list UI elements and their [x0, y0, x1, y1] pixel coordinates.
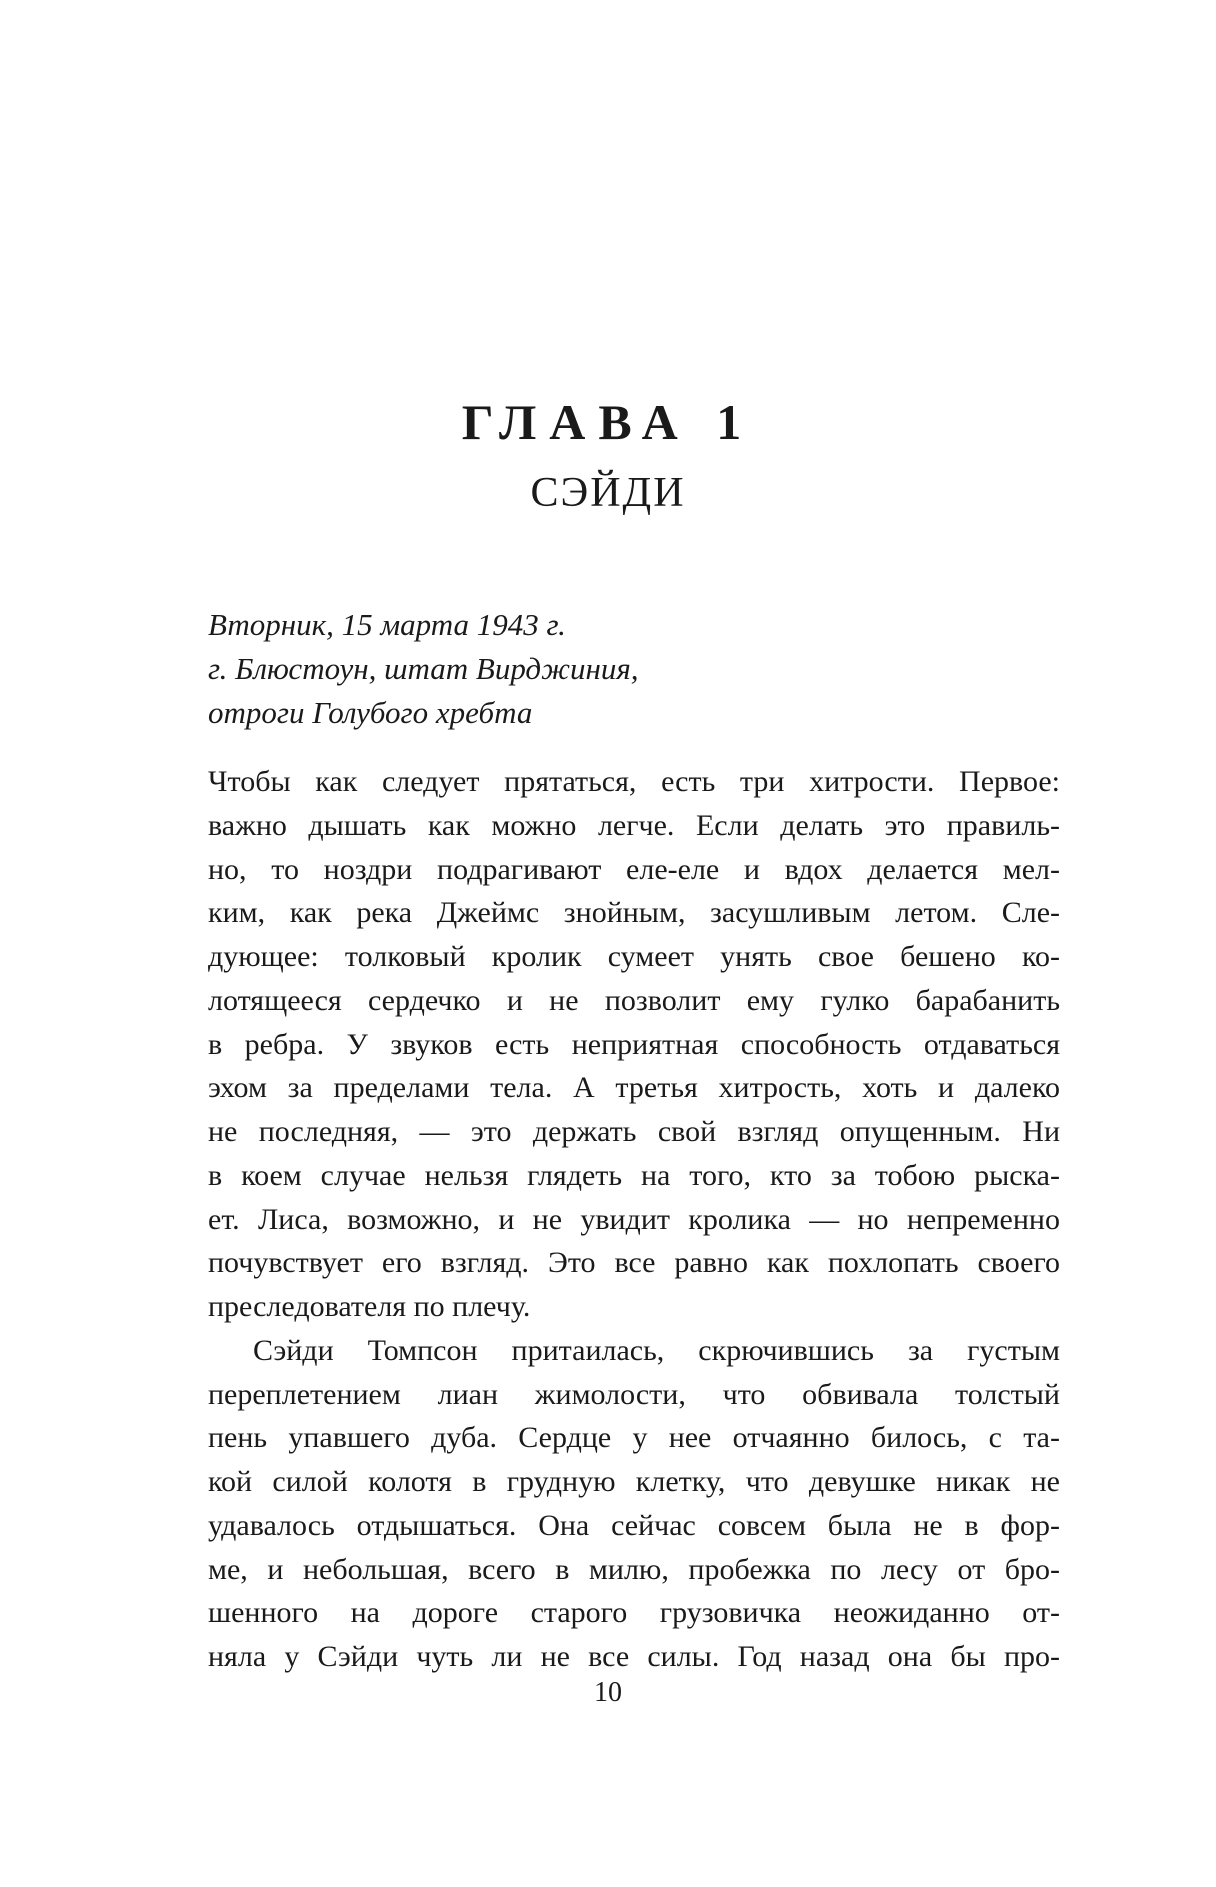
- body-text: [208, 760, 1060, 1679]
- text-line: в ребра. У звуков есть неприятная способность отдаваться: [208, 1027, 1060, 1061]
- text-line: важно дышать как можно легче. Если делать это правиль-: [208, 808, 1060, 842]
- chapter-heading: ГЛАВА 1: [461, 394, 755, 450]
- text-line: ме, и небольшая, всего в милю, пробежка по лесу от бро-: [208, 1552, 1060, 1586]
- text-line: ким, как река Джеймс знойным, засушливым летом. Сле-: [208, 896, 1060, 930]
- chapter-name: СЭЙДИ: [530, 470, 686, 516]
- text-line: Сэйди Томпсон притаилась, скрючившись за густым: [253, 1333, 1060, 1367]
- text-line: лотящееся сердечко и не позволит ему гулко барабанить: [208, 983, 1060, 1017]
- text-line: шенного на дороге старого грузовичка неожиданно от-: [208, 1596, 1060, 1630]
- epigraph-line: отроги Голубого хребта: [208, 695, 533, 730]
- text-line: Чтобы как следует прятаться, есть три хитрости. Первое:: [208, 765, 1060, 798]
- text-line: кой силой колотя в грудную клетку, что девушке никак не: [208, 1465, 1060, 1498]
- text-line: эхом за пределами тела. А третья хитрость, хоть и далеко: [208, 1071, 1060, 1105]
- epigraph: [208, 603, 639, 735]
- text-line: в коем случае нельзя глядеть на того, кто за тобою рыска-: [208, 1158, 1060, 1192]
- text-line: пень упавшего дуба. Сердце у нее отчаянно билось, с та-: [208, 1421, 1060, 1455]
- text-line: переплетением лиан жимолости, что обвивала толстый: [208, 1377, 1060, 1411]
- text-line: удавалось отдышаться. Она сейчас совсем была не в фор-: [208, 1508, 1060, 1542]
- epigraph-line: Вторник, 15 марта 1943 г.: [208, 607, 566, 642]
- text-line: дующее: толковый кролик сумеет унять свое бешено ко-: [208, 940, 1060, 973]
- text-line: но, то ноздри подрагивают еле-еле и вдох делается мел-: [208, 852, 1060, 886]
- text-line: не последняя, — это держать свой взгляд опущенным. Ни: [208, 1115, 1060, 1148]
- text-line: ет. Лиса, возможно, и не увидит кролика — но непременно: [208, 1202, 1060, 1236]
- page-number: 10: [594, 1677, 622, 1708]
- epigraph-line: г. Блюстоун, штат Вирджиния,: [208, 651, 639, 686]
- text-line: почувствует его взгляд. Это все равно как похлопать своего: [208, 1246, 1060, 1280]
- text-line: преследователя по плечу.: [208, 1290, 531, 1323]
- text-line: няла у Сэйди чуть ли не все силы. Год назад она бы про-: [208, 1640, 1060, 1673]
